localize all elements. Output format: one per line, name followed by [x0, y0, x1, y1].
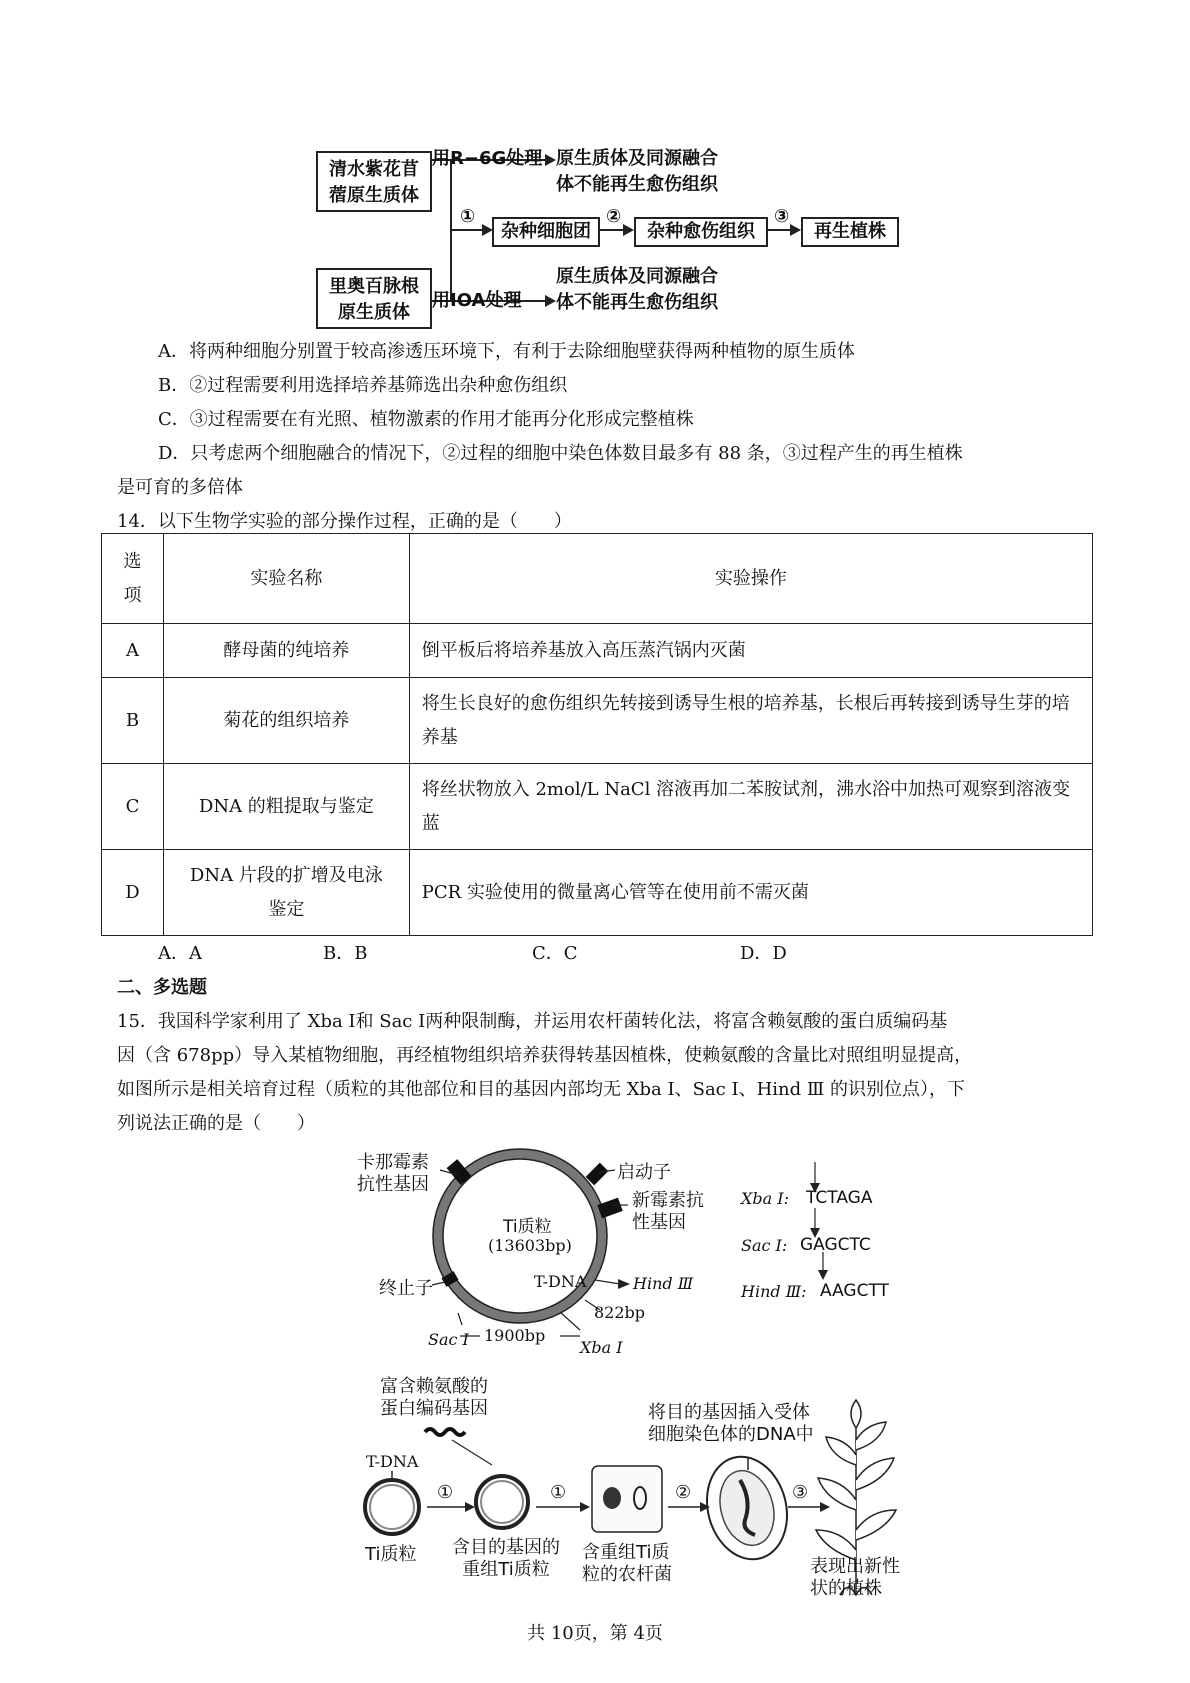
- step-1-label: ①: [460, 206, 476, 227]
- box-hybrid-callus: 杂种愈伤组织: [634, 217, 768, 247]
- gene-fragment-icon: [425, 1429, 465, 1435]
- row-option: A: [102, 624, 164, 678]
- seq-sac: GAGCTC: [800, 1235, 871, 1255]
- seq-xba-name: Xba Ⅰ:: [741, 1189, 789, 1208]
- q13-option-b: B．②过程需要利用选择培养基筛选出杂种愈伤组织: [158, 375, 568, 396]
- q14-answer-d: D．D: [740, 943, 787, 964]
- xba-site-label: Xba Ⅰ: [580, 1338, 623, 1357]
- recombinant-plasmid-label: 含目的基因的 重组Ti质粒: [452, 1537, 560, 1580]
- seq-hind: AAGCTT: [820, 1281, 889, 1301]
- length-822bp: 822bp: [594, 1303, 646, 1322]
- neo-gene-label: 新霉素抗 性基因: [632, 1190, 704, 1233]
- result-bottom: 原生质体及同源融合 体不能再生愈伤组织: [556, 266, 718, 313]
- box-regenerated-plant: 再生植株: [801, 217, 899, 247]
- header-operation: 实验操作: [409, 534, 1092, 624]
- step-3-label: ③: [774, 206, 790, 227]
- q14-answer-b: B．B: [323, 943, 368, 964]
- q13-option-a: A．将两种细胞分别置于较高渗透压环境下，有利于去除细胞壁获得两种植物的原生质体: [158, 341, 855, 362]
- tdna-label: T-DNA: [534, 1272, 587, 1291]
- process-step-2: ②: [675, 1482, 692, 1503]
- label-r6g: 用R−6G处理: [432, 148, 543, 169]
- box-hybrid-cell: 杂种细胞团: [492, 217, 600, 247]
- row-name: 酵母菌的纯培养: [163, 624, 409, 678]
- terminator-label: 终止子: [379, 1278, 433, 1299]
- promoter-label: 启动子: [617, 1162, 671, 1183]
- ti-plasmid-label: Ti质粒: [365, 1544, 417, 1565]
- seq-xba: TCTAGA: [806, 1188, 873, 1208]
- ti-plasmid-icon: [365, 1480, 419, 1534]
- q15-line-1: 15．我国科学家利用了 Xba Ⅰ和 Sac Ⅰ两种限制酶，并运用农杆菌转化法，将富含赖氨酸的蛋白质编码基: [117, 1011, 948, 1032]
- step-2-label: ②: [606, 206, 622, 227]
- hind-site-label: Hind Ⅲ: [633, 1274, 694, 1293]
- gene-label: 富含赖氨酸的 蛋白编码基因: [380, 1376, 488, 1419]
- plasmid-size: (13603bp): [488, 1236, 572, 1255]
- row-name: 菊花的组织培养: [163, 678, 409, 764]
- q14-answer-c: C．C: [532, 943, 578, 964]
- result-top: 原生质体及同源融合 体不能再生愈伤组织: [556, 148, 718, 195]
- q14-answer-a: A．A: [158, 943, 202, 964]
- agrobacterium-icon: [592, 1466, 662, 1532]
- q14-stem: 14．以下生物学实验的部分操作过程，正确的是（ ）: [117, 511, 572, 532]
- q13-option-d: D．只考虑两个细胞融合的情况下，②过程的细胞中染色体数目最多有 88 条，③过程产生的再生植株: [158, 443, 963, 464]
- recombinant-plasmid-icon: [476, 1476, 528, 1528]
- seq-hind-name: Hind Ⅲ:: [741, 1282, 807, 1301]
- process-step-1b: ①: [550, 1482, 567, 1503]
- q15-line-2: 因（含 678pp）导入某植物细胞，再经植物组织培养获得转基因植株，使赖氨酸的含量比对照组明显提高，: [117, 1045, 973, 1066]
- kan-gene-label: 卡那霉素 抗性基因: [357, 1152, 429, 1195]
- row-option: C: [102, 764, 164, 850]
- plant-label: 表现出新性 状的植株: [810, 1556, 900, 1599]
- plasmid-name: Ti质粒: [503, 1217, 552, 1237]
- box-lotus-protoplast: 里奥百脉根 原生质体: [316, 268, 432, 329]
- row-name: DNA 的粗提取与鉴定: [163, 764, 409, 850]
- length-1900bp: 1900bp: [484, 1326, 546, 1345]
- seq-sac-name: Sac Ⅰ:: [741, 1236, 788, 1255]
- insertion-label: 将目的基因插入受体 细胞染色体的DNA中: [648, 1402, 814, 1445]
- section-title: 二、多选题: [117, 977, 207, 998]
- q13-option-c: C．③过程需要在有光照、植物激素的作用才能再分化形成完整植株: [158, 409, 694, 430]
- row-option: B: [102, 678, 164, 764]
- q13-option-d-cont: 是可育的多倍体: [117, 477, 243, 498]
- row-operation: PCR 实验使用的微量离心管等在使用前不需灭菌: [409, 850, 1092, 936]
- header-name: 实验名称: [163, 534, 409, 624]
- process-step-1a: ①: [437, 1482, 454, 1503]
- page-footer: 共 10页，第 4页: [527, 1623, 663, 1644]
- process-tdna-label: T-DNA: [366, 1452, 419, 1471]
- label-ioa: 用IOA处理: [432, 290, 522, 311]
- agrobacterium-label: 含重组Ti质 粒的农杆菌: [582, 1542, 672, 1585]
- sac-site-label: Sac Ⅰ: [428, 1330, 469, 1349]
- q15-line-3: 如图所示是相关培育过程（质粒的其他部位和目的基因内部均无 Xba Ⅰ、Sac Ⅰ、Hind Ⅲ 的识别位点），下: [117, 1079, 965, 1100]
- process-step-3: ③: [792, 1482, 809, 1503]
- row-operation: 倒平板后将培养基放入高压蒸汽锅内灭菌: [409, 624, 1092, 678]
- q15-line-4: 列说法正确的是（ ）: [117, 1113, 315, 1134]
- row-operation: 将丝状物放入 2mol/L NaCl 溶液再加二苯胺试剂，沸水浴中加热可观察到溶液变蓝: [409, 764, 1092, 850]
- row-name: DNA 片段的扩增及电泳鉴定: [163, 850, 409, 936]
- box-alfalfa-protoplast: 清水紫花苜 蓿原生质体: [316, 151, 432, 212]
- row-option: D: [102, 850, 164, 936]
- header-option: 选 项: [102, 534, 164, 624]
- row-operation: 将生长良好的愈伤组织先转接到诱导生根的培养基，长根后再转接到诱导生芽的培养基: [409, 678, 1092, 764]
